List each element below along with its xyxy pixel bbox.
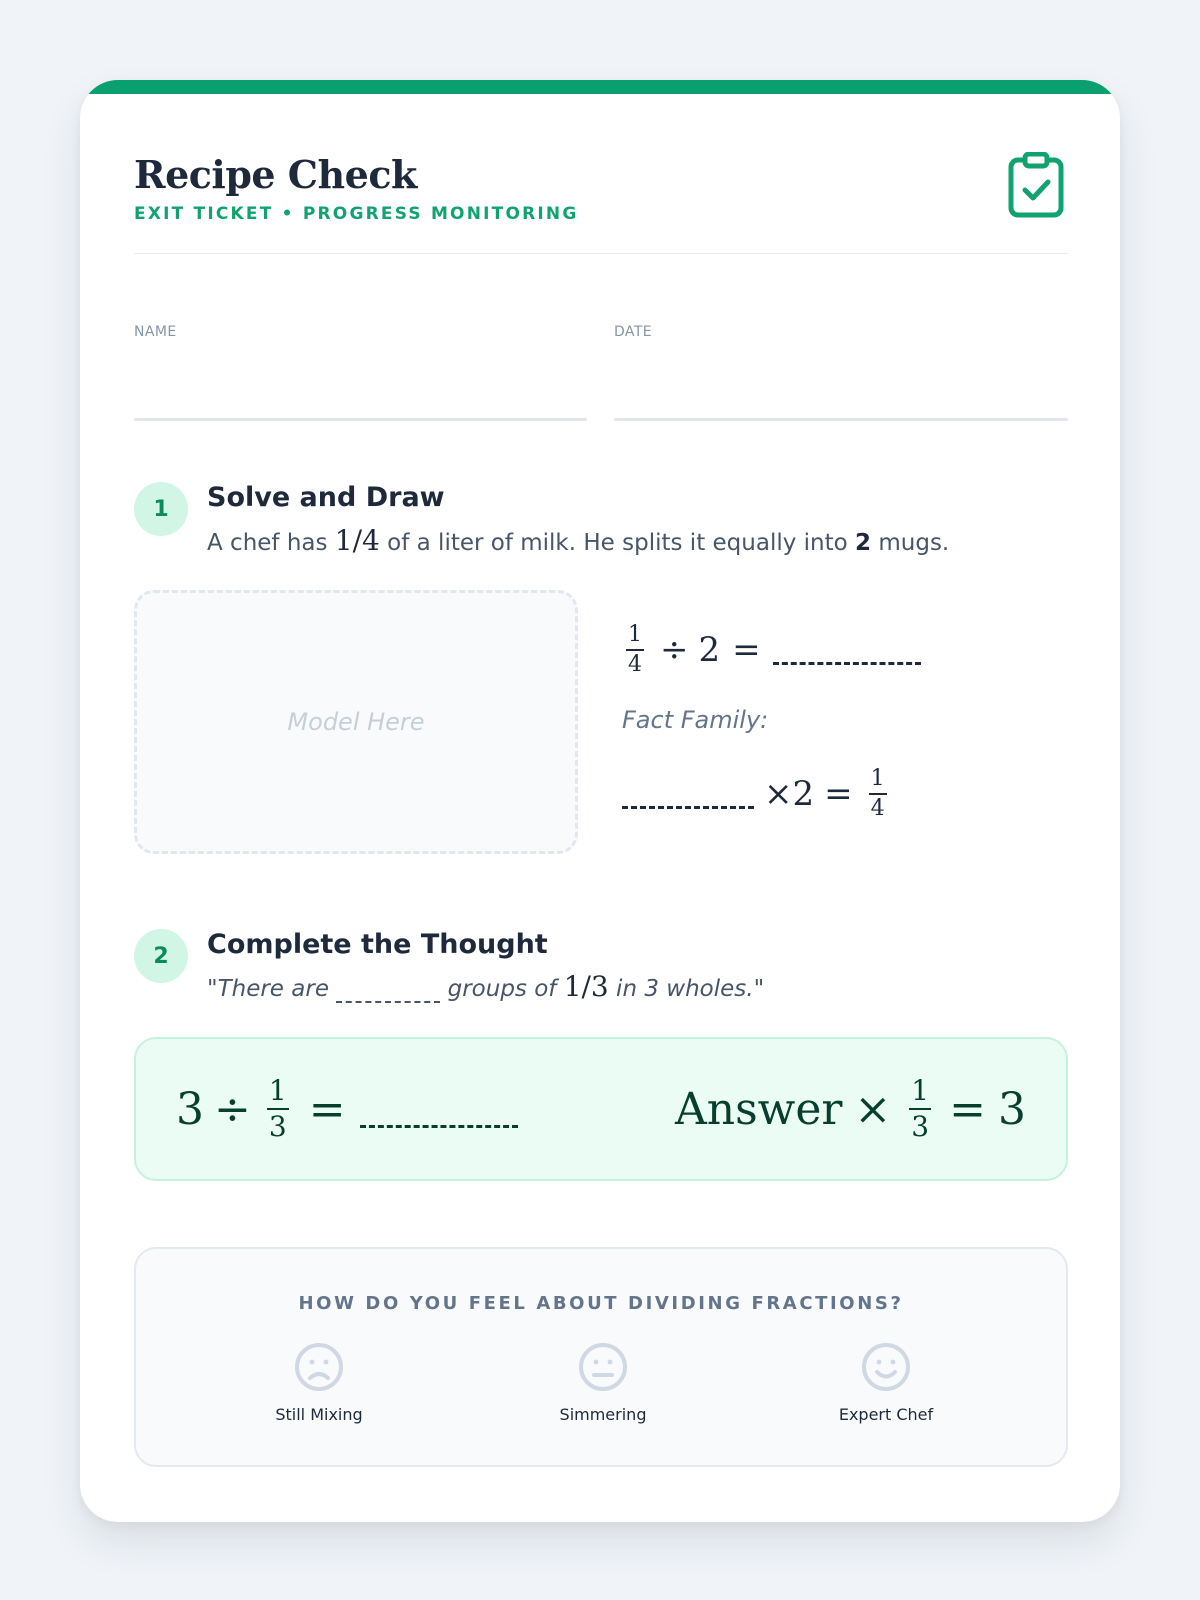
answer-blank-2[interactable] (360, 1090, 518, 1128)
name-field[interactable] (134, 418, 587, 421)
quote-blank[interactable] (336, 981, 440, 1003)
question-1-badge: 1 (134, 482, 188, 536)
option-label: Still Mixing (275, 1405, 363, 1424)
fraction-one-third: $\frac{1}{3}$ (268, 1074, 287, 1143)
page-subtitle: EXIT TICKET • PROGRESS MONITORING (134, 204, 579, 224)
fraction-one-fourth-result: $\frac{1}{4}$ (870, 766, 885, 821)
name-label: NAME (134, 324, 177, 340)
exit-ticket-card (80, 80, 1120, 1522)
header-divider (134, 253, 1068, 254)
neutral-face-icon (577, 1341, 629, 1393)
self-assessment-question: HOW DO YOU FEEL ABOUT DIVIDING FRACTIONS? (298, 1293, 904, 1314)
question-1-title: Solve and Draw (207, 482, 445, 513)
option-label: Expert Chef (838, 1405, 934, 1424)
division-equation: $\frac{1}{4}$ ÷ 2 = (620, 624, 921, 676)
fact-family-equation: ×2 = $\frac{1}{4}$ (622, 768, 893, 820)
page-title: Recipe Check (134, 152, 417, 197)
equation-panel (134, 1037, 1068, 1181)
option-simmering[interactable] (523, 1341, 683, 1424)
clipboard-check-icon (1008, 152, 1064, 218)
happy-face-icon (860, 1341, 912, 1393)
answer-blank-1[interactable] (773, 635, 921, 665)
three-divided-equation: 3 ÷ $\frac{1}{3}$ = (176, 1077, 518, 1141)
option-expert-chef[interactable] (806, 1341, 966, 1424)
question-2-title: Complete the Thought (207, 929, 548, 960)
self-assessment-panel (134, 1247, 1068, 1467)
question-1-text: A chef has 1/4 of a liter of milk. He splits it equally into 2 mugs. (207, 524, 950, 557)
question-2-badge: 2 (134, 929, 188, 983)
option-still-mixing[interactable] (239, 1341, 399, 1424)
fact-family-blank[interactable] (622, 779, 754, 809)
sad-face-icon (293, 1341, 345, 1393)
option-label: Simmering (559, 1405, 647, 1424)
accent-top-bar (80, 80, 1120, 94)
date-label: DATE (614, 324, 653, 340)
fraction-one-third-check: $\frac{1}{3}$ (911, 1074, 930, 1143)
answer-check-equation: Answer × $\frac{1}{3}$ = 3 (674, 1074, 1026, 1143)
model-drawing-area[interactable] (134, 590, 578, 854)
question-2-quote: "There are groups of 1/3 in 3 wholes." (207, 970, 765, 1003)
fact-family-label: Fact Family: (622, 706, 769, 734)
fraction-one-fourth: $\frac{1}{4}$ (628, 622, 642, 677)
date-field[interactable] (614, 418, 1068, 421)
model-placeholder: Model Here (287, 708, 425, 736)
